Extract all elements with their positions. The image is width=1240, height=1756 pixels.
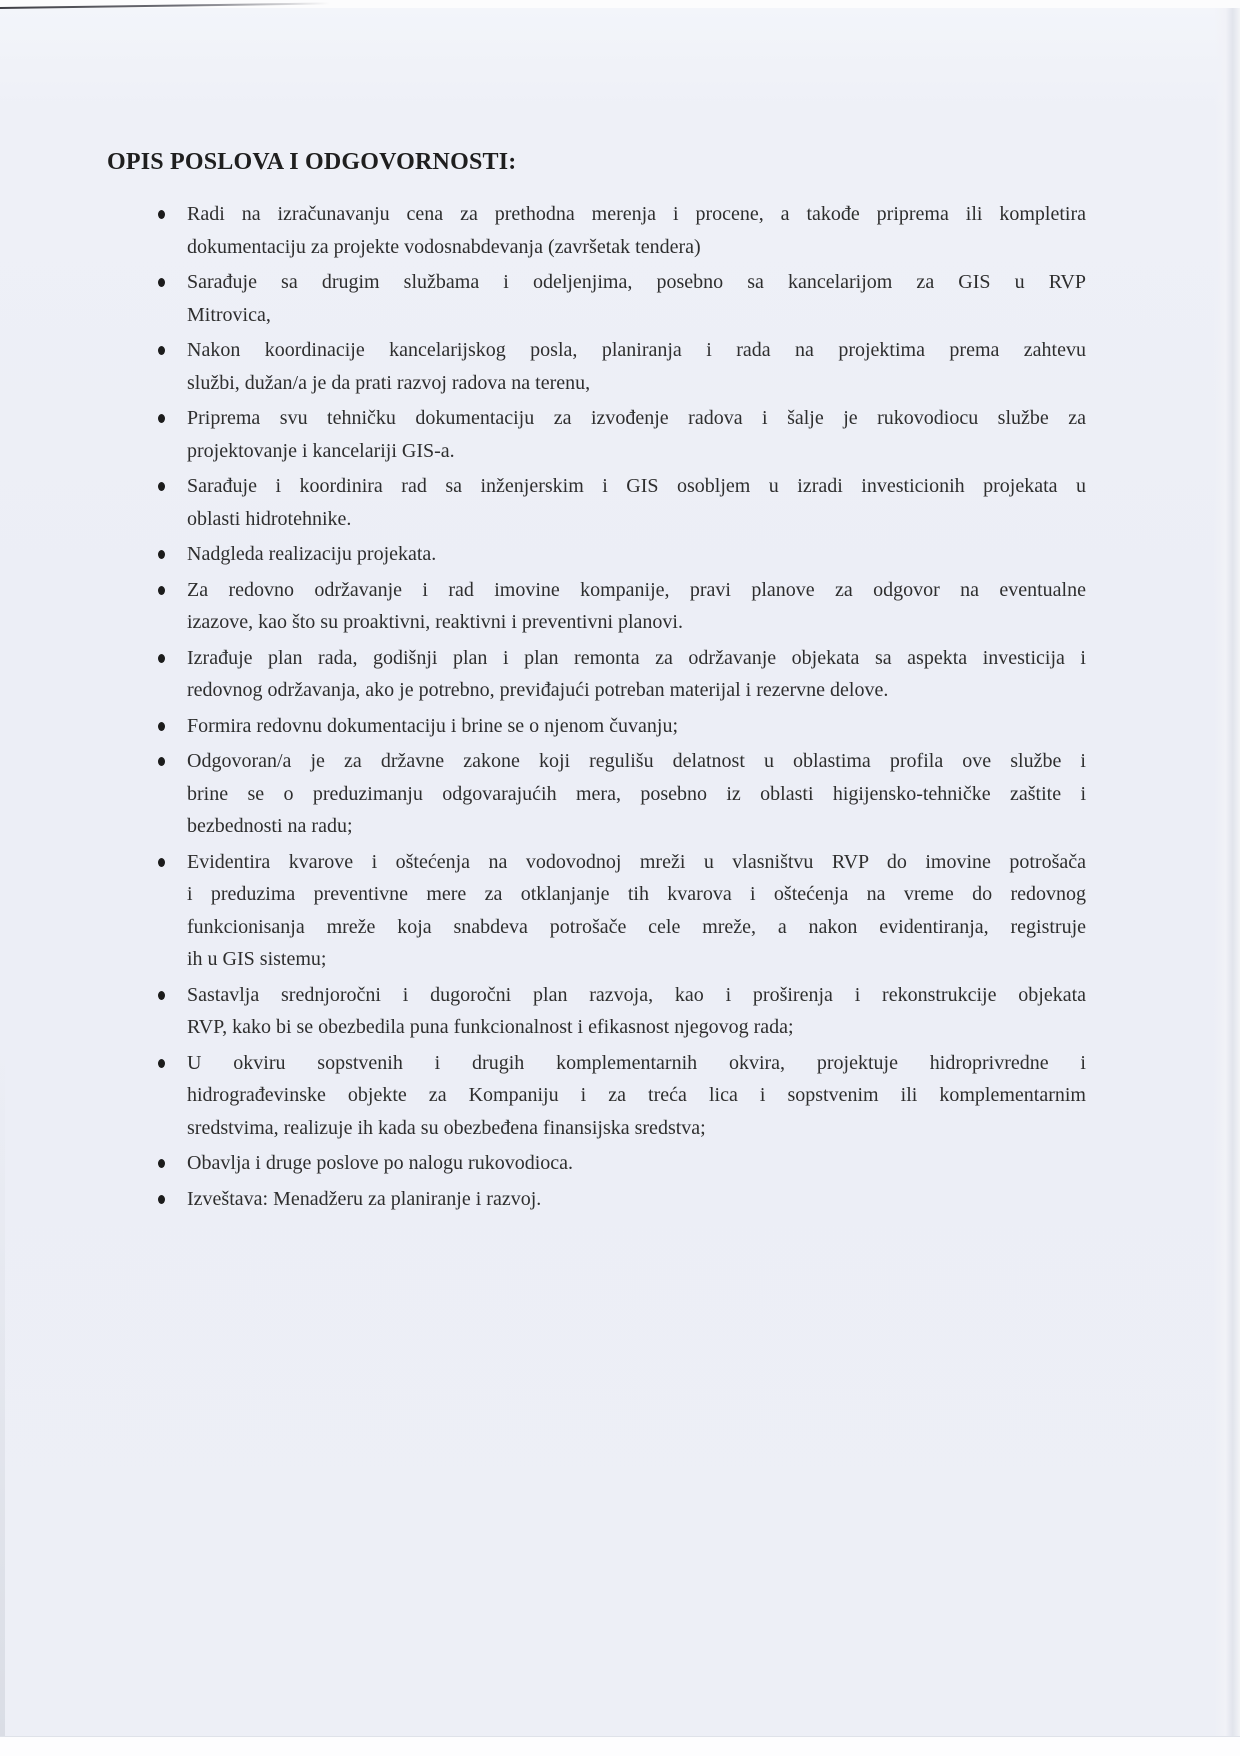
list-item <box>107 1147 1086 1180</box>
page-title: OPIS POSLOVA I ODGOVORNOSTI: <box>107 149 517 175</box>
bullet-icon <box>158 550 165 559</box>
bullet-icon <box>158 210 165 219</box>
text-line: službi, dužan/a je da prati razvoj radova na terenu, <box>187 371 591 394</box>
text-line: Nadgleda realizaciju projekata. <box>187 543 437 565</box>
list-item <box>107 745 1086 843</box>
list-item <box>107 198 1086 263</box>
bullet-icon <box>158 1059 165 1068</box>
scan-edge-right <box>1214 8 1240 1737</box>
text-line: projektovanje i kancelariji GIS-a. <box>187 439 455 462</box>
text-line: izazove, kao što su proaktivni, reaktivni i preventivni planovi. <box>187 611 683 633</box>
list-item <box>107 1183 1086 1216</box>
scan-edge-bottom <box>0 1736 1240 1756</box>
scan-edge-left <box>0 1035 5 1737</box>
text-line: Evidentira kvarove i oštećenja na vodovodnoj mreži u vlasništvu RVP do imovine potrošača <box>187 850 1086 873</box>
text-line: brine se o preduzimanju odgovarajućih mera, posebno iz oblasti higijensko-tehničke zaštite i <box>187 782 1086 805</box>
text-line: Za redovno održavanje i rad imovine kompanije, pravi planove za odgovor na eventualne <box>187 578 1086 601</box>
bullet-icon <box>158 858 165 867</box>
text-line: funkcionisanja mreže koja snabdeva potrošače cele mreže, a nakon evidentiranja, registruje <box>187 915 1086 938</box>
text-line: ih u GIS sistemu; <box>187 948 327 970</box>
text-line: i preduzima preventivne mere za otklanjanje tih kvarova i oštećenja na vreme do redovnog <box>187 883 1086 905</box>
text-line: sredstvima, realizuje ih kada su obezbeđena finansijska sredstva; <box>187 1116 706 1139</box>
list-item <box>107 1047 1086 1145</box>
text-line: Formira redovnu dokumentaciju i brine se o njenom čuvanju; <box>187 714 678 737</box>
text-line: Priprema svu tehničku dokumentaciju za izvođenje radova i šalje je rukovodiocu službe za <box>187 407 1086 429</box>
bullet-icon <box>158 346 165 355</box>
text-line: Sastavlja srednjoročni i dugoročni plan razvoja, kao i proširenja i rekonstrukcije objekata <box>187 983 1086 1006</box>
bullet-icon <box>158 586 165 595</box>
text-line: Izveštava: Menadžeru za planiranje i razvoj. <box>187 1187 542 1210</box>
list-item <box>107 538 1086 571</box>
text-line: hidrograđevinske objekte za Kompaniju i za treća lica i sopstvenim ili komplementarnim <box>187 1084 1086 1106</box>
text-line: RVP, kako bi se obezbedila puna funkcionalnost i efikasnost njegovog rada; <box>187 1016 794 1038</box>
list-item <box>107 402 1086 467</box>
bullet-icon <box>158 1159 165 1168</box>
list-item <box>107 846 1086 976</box>
document-content <box>107 148 1086 1218</box>
list-item <box>107 979 1086 1044</box>
list-item <box>107 710 1086 743</box>
bullet-icon <box>158 1195 165 1204</box>
list-item <box>107 470 1086 535</box>
document-page <box>0 8 1240 1737</box>
text-line: Izrađuje plan rada, godišnji plan i plan remonta za održavanje objekata sa aspekta investicija i <box>187 646 1086 669</box>
text-line: Odgovoran/a je za državne zakone koji regulišu delatnost u oblastima profila ove službe i <box>187 750 1086 772</box>
text-line: Sarađuje i koordinira rad sa inženjerskim i GIS osobljem u izradi investicionih projekata u <box>187 475 1086 497</box>
text-line: Radi na izračunavanju cena za prethodna merenja i procene, a takođe priprema ili kompletira <box>187 203 1086 225</box>
bullet-icon <box>158 414 165 423</box>
text-line: Obavlja i druge poslove po nalogu rukovodioca. <box>187 1152 574 1174</box>
bullet-icon <box>158 722 165 731</box>
text-line: Nakon koordinacije kancelarijskog posla, planiranja i rada na projektima prema zahtevu <box>187 339 1086 361</box>
text-line: Mitrovica, <box>187 303 271 326</box>
list-item <box>107 574 1086 639</box>
bullet-icon <box>158 482 165 491</box>
text-line: Sarađuje sa drugim službama i odeljenjima, posebno sa kancelarijom za GIS u RVP <box>187 271 1086 293</box>
text-line: bezbednosti na radu; <box>187 815 353 837</box>
list-item <box>107 266 1086 331</box>
bullet-icon <box>158 991 165 1000</box>
list-item <box>107 642 1086 707</box>
bullet-icon <box>158 278 165 287</box>
text-line: U okviru sopstvenih i drugih komplementarnih okvira, projektuje hidroprivredne i <box>187 1051 1086 1074</box>
text-line: dokumentaciju za projekte vodosnabdevanja (završetak tendera) <box>187 235 701 258</box>
bullet-icon <box>158 757 165 766</box>
text-line: oblasti hidrotehnike. <box>187 507 352 530</box>
bullet-icon <box>158 654 165 663</box>
duties-list <box>107 198 1086 1215</box>
text-line: redovnog održavanja, ako je potrebno, previđajući potreban materijal i rezervne delove. <box>187 679 889 701</box>
list-item <box>107 334 1086 399</box>
